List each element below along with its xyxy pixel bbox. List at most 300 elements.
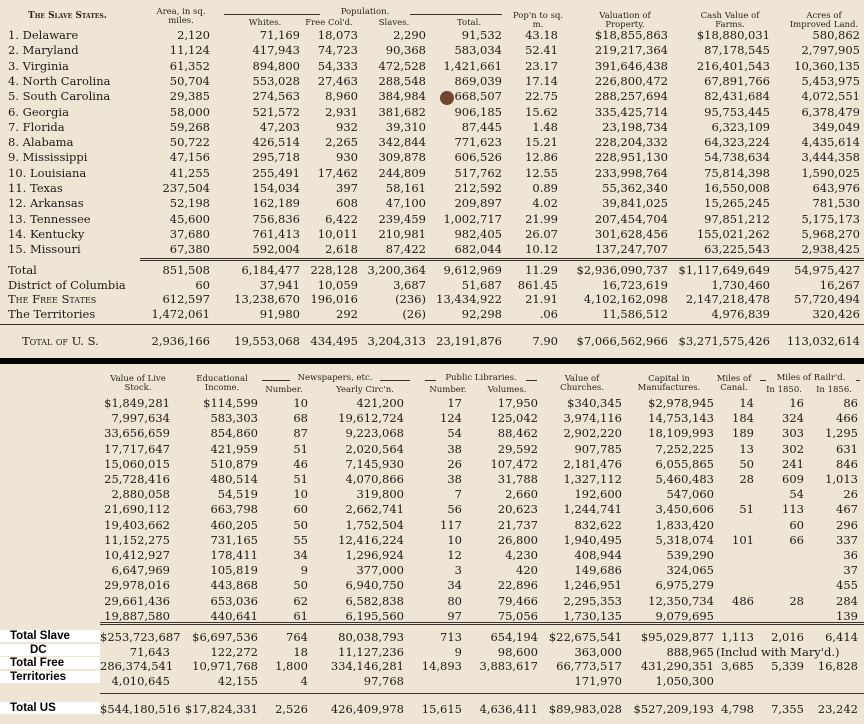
summary-lib-volumes: 98,600 bbox=[497, 644, 538, 659]
cell-education: 105,819 bbox=[210, 563, 258, 578]
cell-lib-volumes: 17,950 bbox=[497, 396, 538, 410]
cell-area: 29,385 bbox=[169, 89, 210, 104]
cell-livestock: 29,661,436 bbox=[104, 593, 170, 608]
summary-whites: 37,941 bbox=[259, 277, 300, 292]
summary-np-circ: 11,127,236 bbox=[338, 644, 404, 659]
header-np-number: Number. bbox=[265, 385, 303, 395]
cell-state-name: 8. Alabama bbox=[8, 135, 74, 150]
cell-whites: 426,514 bbox=[252, 135, 300, 150]
bottom-us-rule bbox=[100, 693, 864, 694]
summary-acres: 54,975,427 bbox=[794, 263, 860, 277]
cell-churches: 2,181,476 bbox=[563, 456, 622, 471]
cell-education: 480,514 bbox=[210, 472, 258, 486]
summary-area: 612,597 bbox=[162, 292, 210, 307]
cell-np-number: 68 bbox=[293, 411, 308, 426]
cell-valuation: 391,646,438 bbox=[594, 58, 668, 73]
summary-cash-value: 2,147,218,478 bbox=[685, 292, 770, 307]
summary-total: 92,298 bbox=[461, 307, 502, 322]
cell-slaves: 210,981 bbox=[378, 226, 426, 241]
cell-capital: 547,060 bbox=[666, 487, 714, 502]
cell-cash-value: $18,880,031 bbox=[696, 28, 770, 42]
summary-free-col: 228,128 bbox=[310, 263, 358, 277]
cell-total: 682,044 bbox=[454, 242, 502, 257]
summary-np-number: 18 bbox=[293, 644, 308, 659]
cell-capital: 3,450,606 bbox=[655, 502, 714, 517]
total-us-whites: 19,553,068 bbox=[234, 334, 300, 348]
summary-slaves: 3,200,364 bbox=[367, 263, 426, 277]
cell-livestock: 7,997,634 bbox=[111, 411, 170, 426]
cell-acres: 2,797,905 bbox=[801, 43, 860, 58]
cell-churches: 149,686 bbox=[574, 563, 622, 578]
summary-total: 9,612,969 bbox=[443, 263, 502, 277]
cell-livestock: 17,717,647 bbox=[104, 441, 170, 456]
summary-np-number: 1,800 bbox=[275, 659, 308, 673]
total-us-popn: 7.90 bbox=[532, 334, 558, 348]
cell-capital: 12,350,734 bbox=[648, 593, 714, 608]
summary-acres: 320,426 bbox=[812, 307, 860, 322]
cell-free-col: 2,931 bbox=[325, 104, 358, 119]
cell-popn: 0.89 bbox=[532, 181, 558, 195]
cell-state-name: 1. Delaware bbox=[8, 28, 79, 42]
summary-lib-number: 713 bbox=[440, 630, 462, 644]
cell-valuation: 23,198,734 bbox=[602, 119, 668, 134]
cell-valuation: 301,628,456 bbox=[594, 226, 668, 241]
cell-lib-volumes: 21,737 bbox=[497, 517, 538, 532]
summary-livestock: 286,374,541 bbox=[100, 659, 174, 673]
cell-whites: 756,836 bbox=[252, 211, 300, 226]
cell-np-number: 10 bbox=[293, 396, 308, 410]
cell-slaves: 58,161 bbox=[385, 181, 426, 195]
cell-lib-number: 34 bbox=[447, 578, 462, 593]
cell-free-col: 2,265 bbox=[325, 135, 358, 150]
summary-valuation: $2,936,090,737 bbox=[576, 263, 668, 277]
cell-total: 906,185 bbox=[454, 104, 502, 119]
cell-rr1850: 303 bbox=[782, 426, 804, 441]
cell-free-col: 10,011 bbox=[317, 226, 358, 241]
cell-state-name: 9. Mississippi bbox=[8, 150, 88, 165]
summary-capital: 431,290,351 bbox=[640, 659, 714, 673]
cell-np-circ: 6,582,838 bbox=[345, 593, 404, 608]
cell-free-col: 17,462 bbox=[317, 165, 358, 180]
cell-cash-value: 15,265,245 bbox=[704, 196, 770, 211]
cell-np-circ: 377,000 bbox=[356, 563, 404, 578]
cell-livestock: $1,849,281 bbox=[104, 396, 170, 410]
summary-livestock: 4,010,645 bbox=[111, 673, 170, 688]
cell-state-name: 6. Georgia bbox=[8, 104, 69, 119]
cell-churches: 2,902,220 bbox=[563, 426, 622, 441]
cell-livestock: 19,403,662 bbox=[104, 517, 170, 532]
header-rr1850: In 1850. bbox=[766, 385, 802, 395]
cell-whites: 894,800 bbox=[252, 58, 300, 73]
cell-lib-volumes: 420 bbox=[516, 563, 538, 578]
cell-np-circ: 12,416,224 bbox=[338, 532, 404, 547]
summary-popn: 21.91 bbox=[525, 292, 558, 307]
cell-churches: 1,730,135 bbox=[563, 608, 622, 623]
summary-lib-number: 9 bbox=[454, 644, 462, 659]
total-us-churches: $89,983,028 bbox=[548, 702, 622, 716]
cell-total: 1,421,661 bbox=[443, 58, 502, 73]
cell-rr1856: 455 bbox=[836, 578, 858, 593]
cell-total: 982,405 bbox=[454, 226, 502, 241]
cell-cash-value: 54,738,634 bbox=[704, 150, 770, 165]
cell-np-number: 34 bbox=[293, 548, 308, 562]
summary-popn: .06 bbox=[539, 307, 558, 322]
cell-valuation: 288,257,694 bbox=[594, 89, 668, 104]
cell-canal: 189 bbox=[732, 426, 754, 441]
total-us-np-number: 2,526 bbox=[275, 702, 308, 716]
cell-education: 178,411 bbox=[210, 548, 258, 562]
cell-education: 440,641 bbox=[210, 608, 258, 623]
cell-valuation: 228,204,332 bbox=[594, 135, 668, 150]
summary-education: $6,697,536 bbox=[192, 630, 258, 644]
cell-rr1856: 86 bbox=[843, 396, 858, 410]
cell-total: 517,762 bbox=[454, 165, 502, 180]
cell-np-number: 55 bbox=[293, 532, 308, 547]
cell-rr1856: 846 bbox=[836, 456, 858, 471]
cell-churches: 1,327,112 bbox=[563, 472, 622, 486]
summary-cash-value: 4,976,839 bbox=[711, 307, 770, 322]
cell-lib-number: 117 bbox=[440, 517, 462, 532]
total-us-acres: 113,032,614 bbox=[786, 334, 860, 348]
cell-np-number: 61 bbox=[293, 608, 308, 623]
cell-cash-value: 87,178,545 bbox=[704, 43, 770, 58]
cell-area: 50,704 bbox=[169, 73, 210, 88]
cell-free-col: 2,618 bbox=[325, 242, 358, 257]
cell-np-circ: 7,145,930 bbox=[345, 456, 404, 471]
total-us-education: $17,824,331 bbox=[184, 702, 258, 716]
cell-np-circ: 9,223,068 bbox=[345, 426, 404, 441]
cell-area: 41,255 bbox=[169, 165, 210, 180]
slave-states-table-bottom bbox=[0, 364, 864, 724]
cell-rr1850: 28 bbox=[789, 593, 804, 608]
cell-whites: 162,189 bbox=[252, 196, 300, 211]
cell-acres: 5,968,270 bbox=[801, 226, 860, 241]
summary-cash-value: $1,117,649,649 bbox=[678, 263, 770, 277]
cell-state-name: 3. Virginia bbox=[8, 58, 69, 73]
cell-valuation: 55,362,340 bbox=[602, 181, 668, 195]
cell-np-number: 46 bbox=[293, 456, 308, 471]
cell-whites: 592,004 bbox=[252, 242, 300, 257]
cell-slaves: 47,100 bbox=[385, 196, 426, 211]
summary-valuation: 11,586,512 bbox=[602, 307, 668, 322]
cell-rr1850: 16 bbox=[789, 396, 804, 410]
cell-churches: 907,785 bbox=[574, 441, 622, 456]
cell-np-circ: 19,612,724 bbox=[338, 411, 404, 426]
total-us-valuation: $7,066,562,966 bbox=[576, 334, 668, 348]
cell-livestock: 2,880,058 bbox=[111, 487, 170, 502]
cell-livestock: 33,656,659 bbox=[104, 426, 170, 441]
summary-popn: 861.45 bbox=[517, 277, 558, 292]
cell-cash-value: 6,323,109 bbox=[711, 119, 770, 134]
cell-education: 510,879 bbox=[210, 456, 258, 471]
summary-lib-volumes: 654,194 bbox=[490, 630, 538, 644]
cell-free-col: 397 bbox=[336, 181, 358, 195]
label-total-slave: Total Slave bbox=[0, 630, 100, 642]
cell-popn: 4.02 bbox=[532, 196, 558, 211]
cell-rr1850: 302 bbox=[782, 441, 804, 456]
cell-livestock: 10,412,927 bbox=[104, 548, 170, 562]
cell-lib-number: 97 bbox=[447, 608, 462, 623]
cell-valuation: 228,951,130 bbox=[594, 150, 668, 165]
summary-whites: 6,184,477 bbox=[241, 263, 300, 277]
cell-valuation: 233,998,764 bbox=[594, 165, 668, 180]
cell-whites: 71,169 bbox=[259, 28, 300, 42]
cell-state-name: 7. Florida bbox=[8, 119, 65, 134]
summary-canal: (Includ with Mary'd.) bbox=[716, 644, 840, 659]
header-area: Area, in sq. miles. bbox=[156, 7, 206, 26]
cell-livestock: 29,978,016 bbox=[104, 578, 170, 593]
cell-capital: 324,065 bbox=[666, 563, 714, 578]
cell-cash-value: 155,021,262 bbox=[696, 226, 770, 241]
cell-rr1856: 26 bbox=[843, 487, 858, 502]
cell-slaves: 90,368 bbox=[385, 43, 426, 58]
cell-education: 443,868 bbox=[210, 578, 258, 593]
cell-total: 869,039 bbox=[454, 73, 502, 88]
cell-education: $114,599 bbox=[203, 396, 258, 410]
header-popn: Pop'n to sq. m. bbox=[512, 11, 564, 30]
cell-np-number: 51 bbox=[293, 441, 308, 456]
cell-area: 2,120 bbox=[177, 28, 210, 42]
cell-churches: 408,944 bbox=[574, 548, 622, 562]
cell-acres: 4,072,551 bbox=[801, 89, 860, 104]
cell-np-number: 60 bbox=[293, 502, 308, 517]
cell-lib-number: 3 bbox=[454, 563, 462, 578]
total-us-area: 2,936,166 bbox=[151, 334, 210, 348]
header-whites: Whites. bbox=[248, 18, 282, 28]
cell-popn: 1.48 bbox=[532, 119, 558, 134]
cell-total: 212,592 bbox=[454, 181, 502, 195]
cell-churches: 3,974,116 bbox=[563, 411, 622, 426]
summary-free-col: 292 bbox=[336, 307, 358, 322]
cell-whites: 274,563 bbox=[252, 89, 300, 104]
total-us-rr1850: 7,355 bbox=[771, 702, 804, 716]
cell-total: 1,002,717 bbox=[443, 211, 502, 226]
header-churches: Value of Churches. bbox=[560, 374, 604, 393]
cell-acres: 580,862 bbox=[812, 28, 860, 42]
summary-free-col: 10,059 bbox=[317, 277, 358, 292]
cell-lib-volumes: 88,462 bbox=[497, 426, 538, 441]
cell-education: 663,798 bbox=[210, 502, 258, 517]
header-lib-volumes: Volumes. bbox=[487, 385, 527, 395]
cell-total: 209,897 bbox=[454, 196, 502, 211]
cell-lib-number: 26 bbox=[447, 456, 462, 471]
cell-whites: 295,718 bbox=[252, 150, 300, 165]
cell-area: 47,156 bbox=[169, 150, 210, 165]
cell-free-col: 932 bbox=[336, 119, 358, 134]
summary-acres: 57,720,494 bbox=[794, 292, 860, 307]
header-canal: Miles of Canal. bbox=[716, 374, 752, 393]
bottom-total-rule bbox=[100, 622, 864, 625]
cell-canal: 14 bbox=[739, 396, 754, 410]
header-total: Total. bbox=[456, 18, 482, 28]
summary-np-circ: 80,038,793 bbox=[338, 630, 404, 644]
cell-total: 87,445 bbox=[461, 119, 502, 134]
summary-state-name: District of Columbia bbox=[8, 277, 126, 292]
cell-whites: 553,028 bbox=[252, 73, 300, 88]
cell-rr1850: 60 bbox=[789, 517, 804, 532]
summary-livestock: 71,643 bbox=[129, 644, 170, 659]
cell-lib-number: 7 bbox=[454, 487, 462, 502]
cell-np-number: 51 bbox=[293, 472, 308, 486]
cell-education: 460,205 bbox=[210, 517, 258, 532]
summary-education: 10,971,768 bbox=[192, 659, 258, 673]
cell-rr1856: 296 bbox=[836, 517, 858, 532]
cell-education: 854,860 bbox=[210, 426, 258, 441]
summary-total: 13,434,922 bbox=[436, 292, 502, 307]
summary-np-circ: 97,768 bbox=[363, 673, 404, 688]
total-us-lib-volumes: 4,636,411 bbox=[479, 702, 538, 716]
total-us-free-col: 434,495 bbox=[310, 334, 358, 348]
cell-valuation: $18,855,863 bbox=[594, 28, 668, 42]
cell-canal: 184 bbox=[732, 411, 754, 426]
cell-education: 653,036 bbox=[210, 593, 258, 608]
cell-capital: 539,290 bbox=[666, 548, 714, 562]
cell-acres: 5,175,173 bbox=[801, 211, 860, 226]
cell-lib-number: 12 bbox=[447, 548, 462, 562]
cell-valuation: 226,800,472 bbox=[594, 73, 668, 88]
cell-valuation: 39,841,025 bbox=[602, 196, 668, 211]
summary-churches: $22,675,541 bbox=[548, 630, 622, 644]
cell-valuation: 335,425,714 bbox=[594, 104, 668, 119]
cell-state-name: 11. Texas bbox=[8, 181, 63, 195]
summary-area: 851,508 bbox=[162, 263, 210, 277]
cell-lib-number: 38 bbox=[447, 472, 462, 486]
summary-state-name: The Territories bbox=[8, 307, 96, 322]
cell-livestock: 15,060,015 bbox=[104, 456, 170, 471]
cell-total: 606,526 bbox=[454, 150, 502, 165]
header-population: Population. bbox=[320, 8, 410, 17]
cell-free-col: 6,422 bbox=[325, 211, 358, 226]
header-libraries: Public Libraries. bbox=[436, 374, 526, 383]
cell-slaves: 384,984 bbox=[378, 89, 426, 104]
summary-rr1850: 5,339 bbox=[771, 659, 804, 673]
summary-slaves: (236) bbox=[395, 292, 426, 307]
cell-popn: 12.55 bbox=[525, 165, 558, 180]
cell-popn: 15.62 bbox=[525, 104, 558, 119]
cell-whites: 521,572 bbox=[252, 104, 300, 119]
cell-capital: $2,978,945 bbox=[648, 396, 714, 410]
cell-churches: 832,622 bbox=[574, 517, 622, 532]
cell-lib-number: 54 bbox=[447, 426, 462, 441]
summary-capital: 888,965 bbox=[666, 644, 714, 659]
cell-slaves: 309,878 bbox=[378, 150, 426, 165]
cell-education: 583,303 bbox=[210, 411, 258, 426]
cell-capital: 6,055,865 bbox=[655, 456, 714, 471]
cell-slaves: 239,459 bbox=[378, 211, 426, 226]
cell-area: 11,124 bbox=[169, 43, 210, 58]
cell-capital: 1,833,420 bbox=[655, 517, 714, 532]
cell-acres: 5,453,975 bbox=[801, 73, 860, 88]
cell-np-circ: 6,940,750 bbox=[345, 578, 404, 593]
summary-whites: 91,980 bbox=[259, 307, 300, 322]
cell-free-col: 608 bbox=[336, 196, 358, 211]
label-dc: DC bbox=[0, 644, 100, 656]
cell-lib-volumes: 26,800 bbox=[497, 532, 538, 547]
cell-livestock: 21,690,112 bbox=[104, 502, 170, 517]
summary-area: 1,472,061 bbox=[151, 307, 210, 322]
cell-np-number: 50 bbox=[293, 578, 308, 593]
cell-rr1856: 1,295 bbox=[825, 426, 858, 441]
cell-lib-number: 38 bbox=[447, 441, 462, 456]
header-lib-number: Number. bbox=[429, 385, 467, 395]
cell-capital: 6,975,279 bbox=[655, 578, 714, 593]
cell-popn: 15.21 bbox=[525, 135, 558, 150]
cell-capital: 18,109,993 bbox=[648, 426, 714, 441]
cell-rr1850: 54 bbox=[789, 487, 804, 502]
cell-free-col: 18,073 bbox=[317, 28, 358, 42]
cell-total: 771,623 bbox=[454, 135, 502, 150]
cell-capital: 14,753,143 bbox=[648, 411, 714, 426]
cell-capital: 9,079,695 bbox=[655, 608, 714, 623]
summary-acres: 16,267 bbox=[819, 277, 860, 292]
header-np-circ: Yearly Circ'n. bbox=[336, 385, 394, 395]
summary-state-name: Total bbox=[8, 263, 37, 277]
cell-popn: 26.07 bbox=[525, 226, 558, 241]
total-us-cash-value: $3,271,575,426 bbox=[678, 334, 770, 348]
label-territories: Territories bbox=[0, 671, 100, 683]
cell-slaves: 244,809 bbox=[378, 165, 426, 180]
summary-livestock: $253,723,687 bbox=[100, 630, 181, 644]
summary-rr1856: 6,414 bbox=[825, 630, 858, 644]
summary-valuation: 4,102,162,098 bbox=[583, 292, 668, 307]
cell-rr1850: 66 bbox=[789, 532, 804, 547]
cell-state-name: 14. Kentucky bbox=[8, 226, 85, 241]
cell-acres: 781,530 bbox=[812, 196, 860, 211]
summary-canal: 3,685 bbox=[721, 659, 754, 673]
cell-np-number: 87 bbox=[293, 426, 308, 441]
cell-area: 58,000 bbox=[169, 104, 210, 119]
cell-valuation: 219,217,364 bbox=[594, 43, 668, 58]
slave-states-table-top bbox=[0, 0, 864, 358]
cell-free-col: 54,333 bbox=[317, 58, 358, 73]
header-newspapers: Newspapers, etc. bbox=[290, 374, 380, 383]
summary-lib-volumes: 3,883,617 bbox=[479, 659, 538, 673]
cell-canal: 51 bbox=[739, 502, 754, 517]
cell-state-name: 10. Louisiana bbox=[8, 165, 87, 180]
cell-lib-volumes: 20,623 bbox=[497, 502, 538, 517]
cell-cash-value: 216,401,543 bbox=[696, 58, 770, 73]
cell-rr1856: 1,013 bbox=[825, 472, 858, 486]
cell-churches: 2,295,353 bbox=[563, 593, 622, 608]
header-livestock: Value of Live Stock. bbox=[110, 374, 166, 393]
summary-state-name: The Free States bbox=[8, 292, 97, 307]
cell-free-col: 27,463 bbox=[317, 73, 358, 88]
cell-area: 237,504 bbox=[162, 181, 210, 195]
cell-acres: 643,976 bbox=[812, 181, 860, 195]
cell-popn: 17.14 bbox=[525, 73, 558, 88]
total-us-canal: 4,798 bbox=[721, 702, 754, 716]
cell-education: 421,959 bbox=[210, 441, 258, 456]
label-total-us: Total US bbox=[0, 702, 100, 714]
cell-np-number: 9 bbox=[300, 563, 308, 578]
summary-free-col: 196,016 bbox=[310, 292, 358, 307]
cell-rr1856: 466 bbox=[836, 411, 858, 426]
cell-acres: 3,444,358 bbox=[801, 150, 860, 165]
cell-canal: 101 bbox=[732, 532, 754, 547]
summary-popn: 11.29 bbox=[525, 263, 558, 277]
cell-cash-value: 64,323,224 bbox=[704, 135, 770, 150]
cell-state-name: 5. South Carolina bbox=[8, 89, 111, 104]
cell-rr1850: 241 bbox=[782, 456, 804, 471]
summary-np-circ: 334,146,281 bbox=[330, 659, 404, 673]
summary-area: 60 bbox=[195, 277, 210, 292]
cell-slaves: 87,422 bbox=[385, 242, 426, 257]
cell-canal: 28 bbox=[739, 472, 754, 486]
cell-capital: 7,252,225 bbox=[655, 441, 714, 456]
summary-education: 122,272 bbox=[210, 644, 258, 659]
cell-popn: 23.17 bbox=[525, 58, 558, 73]
cell-lib-volumes: 2,660 bbox=[505, 487, 538, 502]
